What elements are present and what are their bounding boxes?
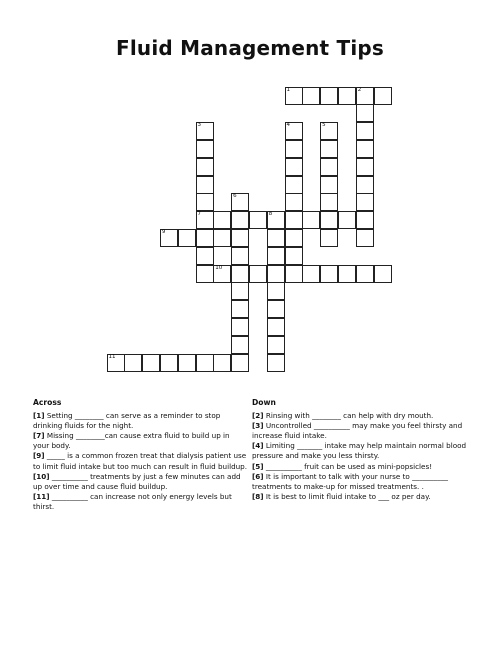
grid-cell[interactable] xyxy=(267,282,285,300)
grid-cell[interactable] xyxy=(267,265,285,283)
across-clue xyxy=(33,492,248,512)
grid-cell[interactable] xyxy=(356,229,374,247)
grid-cell[interactable] xyxy=(285,229,303,247)
grid-cell[interactable] xyxy=(356,176,374,194)
down-clue xyxy=(252,492,467,502)
grid-cell[interactable] xyxy=(160,229,178,247)
clue-text: __________ treatments by just a few minutes can add up over time and cause fluid buildup. xyxy=(33,471,241,491)
grid-cell[interactable] xyxy=(374,87,392,105)
grid-cell[interactable] xyxy=(231,265,249,283)
grid-cell[interactable] xyxy=(196,193,214,211)
cell-number: 10 xyxy=(215,264,223,271)
down-clue xyxy=(252,472,467,492)
cell-number: 7 xyxy=(197,211,201,218)
clue-number: [7] xyxy=(33,431,45,441)
clue-number: [3] xyxy=(252,421,264,431)
grid-cell[interactable] xyxy=(356,122,374,140)
grid-cell[interactable] xyxy=(249,211,267,229)
grid-cell[interactable] xyxy=(285,193,303,211)
grid-cell[interactable] xyxy=(267,300,285,318)
clue-text: __________ fruit can be used as mini-popsicles! xyxy=(263,461,433,471)
grid-cell[interactable] xyxy=(285,122,303,140)
grid-cell[interactable] xyxy=(320,158,338,176)
grid-cell[interactable] xyxy=(178,354,196,372)
grid-cell[interactable] xyxy=(231,354,249,372)
grid-cell[interactable] xyxy=(196,354,214,372)
clue-number: [4] xyxy=(252,441,264,451)
grid-cell[interactable] xyxy=(231,300,249,318)
grid-cell[interactable] xyxy=(320,87,338,105)
down-heading: Down xyxy=(252,398,276,407)
grid-cell[interactable] xyxy=(285,87,303,105)
grid-cell[interactable] xyxy=(285,247,303,265)
grid-cell[interactable] xyxy=(285,265,303,283)
grid-cell[interactable] xyxy=(231,336,249,354)
grid-cell[interactable] xyxy=(142,354,160,372)
cell-number: 8 xyxy=(268,211,273,218)
grid-cell[interactable] xyxy=(267,354,285,372)
across-clue xyxy=(33,451,248,471)
clue-number: [6] xyxy=(252,471,264,481)
puzzle-title: Fluid Management Tips xyxy=(116,36,384,60)
cell-number: 9 xyxy=(161,228,166,235)
grid-cell[interactable] xyxy=(213,211,231,229)
across-clue xyxy=(33,411,248,431)
grid-cell[interactable] xyxy=(196,265,214,283)
grid-cell[interactable] xyxy=(196,247,214,265)
clue-number: [1] xyxy=(33,411,45,421)
grid-cell[interactable] xyxy=(356,193,374,211)
grid-cell[interactable] xyxy=(231,247,249,265)
clue-text: It is important to talk with your nurse to __________ treatments to make-up for missed treatments. . xyxy=(252,471,449,491)
across-clue xyxy=(33,472,248,492)
cell-number: 4 xyxy=(286,122,290,129)
grid-cell[interactable] xyxy=(267,211,285,229)
cell-number: 3 xyxy=(197,122,201,129)
clue-text: _____ is a common frozen treat that dialysis patient use to limit fluid intake but too much can result in fluid buildup. xyxy=(33,451,248,471)
grid-cell[interactable] xyxy=(320,140,338,158)
grid-cell[interactable] xyxy=(107,354,125,372)
clue-number: [11] xyxy=(33,491,50,501)
grid-cell[interactable] xyxy=(320,211,338,229)
grid-cell[interactable] xyxy=(196,158,214,176)
clue-number: [8] xyxy=(252,491,264,501)
grid-cell[interactable] xyxy=(302,211,320,229)
grid-cell[interactable] xyxy=(267,229,285,247)
grid-cell[interactable] xyxy=(231,211,249,229)
grid-cell[interactable] xyxy=(320,176,338,194)
grid-cell[interactable] xyxy=(374,265,392,283)
down-clue xyxy=(252,411,467,421)
grid-cell[interactable] xyxy=(196,176,214,194)
grid-cell[interactable] xyxy=(320,265,338,283)
clue-text: Missing ________can cause extra fluid to build up in your body. xyxy=(33,431,230,451)
grid-cell[interactable] xyxy=(213,354,231,372)
cell-number: 2 xyxy=(357,86,362,93)
cell-number: 1 xyxy=(286,86,290,93)
grid-cell[interactable] xyxy=(302,87,320,105)
cell-number: 11 xyxy=(108,353,116,360)
grid-cell[interactable] xyxy=(320,122,338,140)
grid-cell[interactable] xyxy=(356,140,374,158)
grid-cell[interactable] xyxy=(338,211,356,229)
clue-text: __________ can increase not only energy levels but thirst. xyxy=(33,491,232,511)
grid-cell[interactable] xyxy=(338,87,356,105)
clue-number: [10] xyxy=(33,471,50,481)
grid-cell[interactable] xyxy=(196,122,214,140)
grid-cell[interactable] xyxy=(267,336,285,354)
clue-text: Setting ________ can serve as a reminder to stop drinking fluids for the night. xyxy=(33,411,221,431)
grid-cell[interactable] xyxy=(356,265,374,283)
grid-cell[interactable] xyxy=(267,247,285,265)
grid-cell[interactable] xyxy=(285,158,303,176)
across-clues xyxy=(33,398,248,512)
clue-number: [5] xyxy=(252,461,264,471)
down-clue xyxy=(252,462,467,472)
grid-cell[interactable] xyxy=(160,354,178,372)
grid-cell[interactable] xyxy=(178,229,196,247)
grid-cell[interactable] xyxy=(231,282,249,300)
grid-cell[interactable] xyxy=(231,318,249,336)
grid-cell[interactable] xyxy=(320,193,338,211)
grid-cell[interactable] xyxy=(231,193,249,211)
grid-cell[interactable] xyxy=(196,229,214,247)
clue-text: Limiting _______ intake may help maintain normal blood pressure and make you less thirsty. xyxy=(252,441,467,461)
clue-number: [2] xyxy=(252,411,264,421)
grid-cell[interactable] xyxy=(196,140,214,158)
across-clue xyxy=(33,431,248,451)
down-clue xyxy=(252,421,467,441)
clue-text: Uncontrolled __________ may make you feel thirsty and increase fluid intake. xyxy=(252,421,463,441)
grid-cell[interactable] xyxy=(302,265,320,283)
grid-cell[interactable] xyxy=(285,176,303,194)
grid-cell[interactable] xyxy=(213,229,231,247)
grid-cell[interactable] xyxy=(213,265,231,283)
grid-cell[interactable] xyxy=(249,265,267,283)
grid-cell[interactable] xyxy=(124,354,142,372)
clue-number: [9] xyxy=(33,451,45,461)
clue-text: Rinsing with ________ can help with dry mouth. xyxy=(263,411,434,421)
grid-cell[interactable] xyxy=(285,140,303,158)
down-clue xyxy=(252,441,467,461)
cell-number: 6 xyxy=(233,193,237,200)
grid-cell[interactable] xyxy=(285,211,303,229)
grid-cell[interactable] xyxy=(267,318,285,336)
across-heading: Across xyxy=(33,398,62,407)
grid-cell[interactable] xyxy=(231,229,249,247)
down-clues xyxy=(252,398,467,502)
cell-number: 5 xyxy=(322,122,326,129)
grid-cell[interactable] xyxy=(320,229,338,247)
grid-cell[interactable] xyxy=(356,87,374,105)
clue-text: It is best to limit fluid intake to ___ oz per day. xyxy=(263,491,431,501)
grid-cell[interactable] xyxy=(356,104,374,122)
grid-cell[interactable] xyxy=(356,158,374,176)
grid-cell[interactable] xyxy=(356,211,374,229)
grid-cell[interactable] xyxy=(338,265,356,283)
grid-cell[interactable] xyxy=(196,211,214,229)
